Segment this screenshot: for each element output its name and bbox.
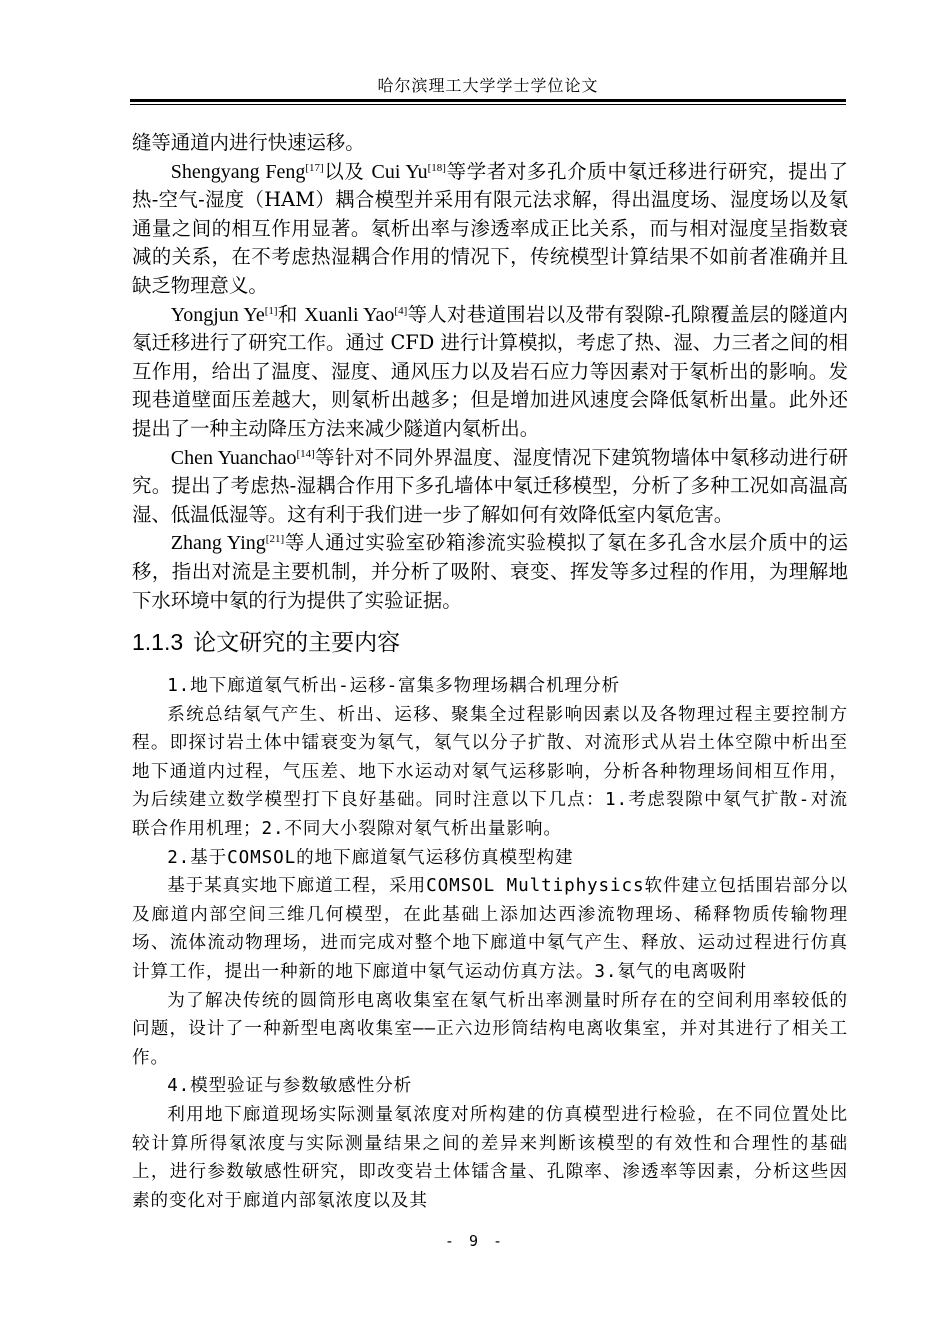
author-name: Shengyang Feng [170, 160, 306, 183]
section-number: 1.1.3 [132, 629, 184, 656]
author-name: Cui Yu [371, 160, 428, 183]
item-4-body: 利用地下廊道现场实际测量氡浓度对所构建的仿真模型进行检验，在不同位置处比较计算所得氡浓度与实际测量结果之间的差异来判断该模型的有效性和合理性的基础上，进行参数敏感性研究，即改变岩土体镭含量、孔隙率、渗透率等因素，分析这些因素的变化对于廊道内部氡浓度以及其 [132, 1105, 848, 1211]
paragraph-zhang [132, 529, 848, 615]
header-rule-thin [130, 104, 846, 105]
paragraph-text: 等针对不同外界温度、湿度情况下建筑物墙体中氡移动进行研究。提出了考虑热-湿耦合作用下多孔墙体中氡迁移模型，分析了多种工况如高温高湿、低温低湿等。这有利于我们进一步了解如何有效降低室内氡危害。 [132, 445, 849, 526]
section-title: 论文研究的主要内容 [193, 630, 401, 657]
section-heading [132, 624, 848, 661]
connector-text: 以及 [323, 159, 372, 183]
header-rule-thick [130, 99, 846, 102]
citation-ref: [1] [264, 304, 278, 317]
item-1-title: 1.地下廊道氡气析出-运移-富集多物理场耦合机理分析 [167, 676, 621, 697]
page-number: - 9 - [444, 1232, 506, 1250]
paragraph-ye-yao [132, 301, 848, 444]
author-name: Zhang Ying [170, 532, 266, 555]
citation-ref: [18] [427, 161, 446, 174]
connector-text: 和 [277, 302, 305, 326]
citation-ref: [14] [296, 447, 315, 460]
item-2-body: 基于某真实地下廊道工程，采用COMSOL Multiphysics软件建立包括围岩部分以及廊道内部空间三维几何模型，在此基础上添加达西渗流物理场、稀释物质传输物理场、流体流动物理场，进而完成对整个地下廊道中氡气产生、释放、运动过程进行仿真计算工作，提出一种新的地下廊道中氡气运动仿真方法。3.氡气的电离吸附 [132, 876, 848, 983]
citation-ref: [17] [305, 161, 324, 174]
item-4-title: 4.模型验证与参数敏感性分析 [167, 1076, 413, 1097]
author-name: Chen Yuanchao [170, 446, 297, 469]
item-3-body: 为了解决传统的圆筒形电离收集室在氡气析出率测量时所存在的空间利用率较低的问题，设计了一种新型电离收集室——正六边形筒结构电离收集室，并对其进行了相关工作。 [132, 990, 848, 1068]
running-header: 哈尔滨理工大学学士学位论文 [377, 76, 599, 95]
paragraph-text: 等人通过实验室砂箱渗流实验模拟了氡在多孔含水层介质中的运移，指出对流是主要机制，并分析了吸附、衰变、挥发等多过程的作用，为理解地下水环境中氡的行为提供了实验证据。 [132, 531, 849, 612]
paragraph-feng-cui [132, 158, 848, 301]
author-name: Xuanli Yao [304, 303, 395, 326]
paragraph-text: 等人对巷道围岩以及带有裂隙-孔隙覆盖层的隧道内氡迁移进行了研究工作。通过 CFD 进行计算模拟，考虑了热、湿、力三者之间的相互作用，给出了温度、湿度、通风压力以及岩石应力等因素对于氡析出的影响。发现巷道壁面压差越大，则氡析出越多；但是增加进风速度会降低氡析出量。此外还提出了一种主动降压方法来减少隧道内氡析出。 [132, 302, 848, 440]
citation-ref: [4] [394, 304, 408, 317]
paragraph-chen [132, 444, 848, 530]
author-name: Yongjun Ye [170, 303, 265, 326]
item-1-body: 系统总结氡气产生、析出、运移、聚集全过程影响因素以及各物理过程主要控制方程。即探讨岩土体中镭衰变为氡气，氡气以分子扩散、对流形式从岩土体空隙中析出至地下通道内过程，气压差、地下水运动对氡气运移影响，分析各种物理场间相互作用，为后续建立数学模型打下良好基础。同时注意以下几点：1.考虑裂隙中氡气扩散-对流联合作用机理；2.不同大小裂隙对氡气析出量影响。 [132, 704, 848, 840]
paragraph-text: 等学者对多孔介质中氡迁移进行研究，提出了热-空气-湿度（HAM）耦合模型并采用有限元法求解，得出温度场、湿度场以及氡通量之间的相互作用显著。氡析出率与渗透率成正比关系，而与相对湿度呈指数衰减的关系，在不考虑热湿耦合作用的情况下，传统模型计算结果不如前者准确并且缺乏物理意义。 [132, 159, 848, 297]
paragraph-continuation: 缝等通道内进行快速运移。 [132, 131, 365, 154]
citation-ref: [21] [265, 533, 285, 546]
body-text [132, 129, 848, 1215]
item-2-title: 2.基于COMSOL的地下廊道氡气运移仿真模型构建 [167, 847, 574, 868]
